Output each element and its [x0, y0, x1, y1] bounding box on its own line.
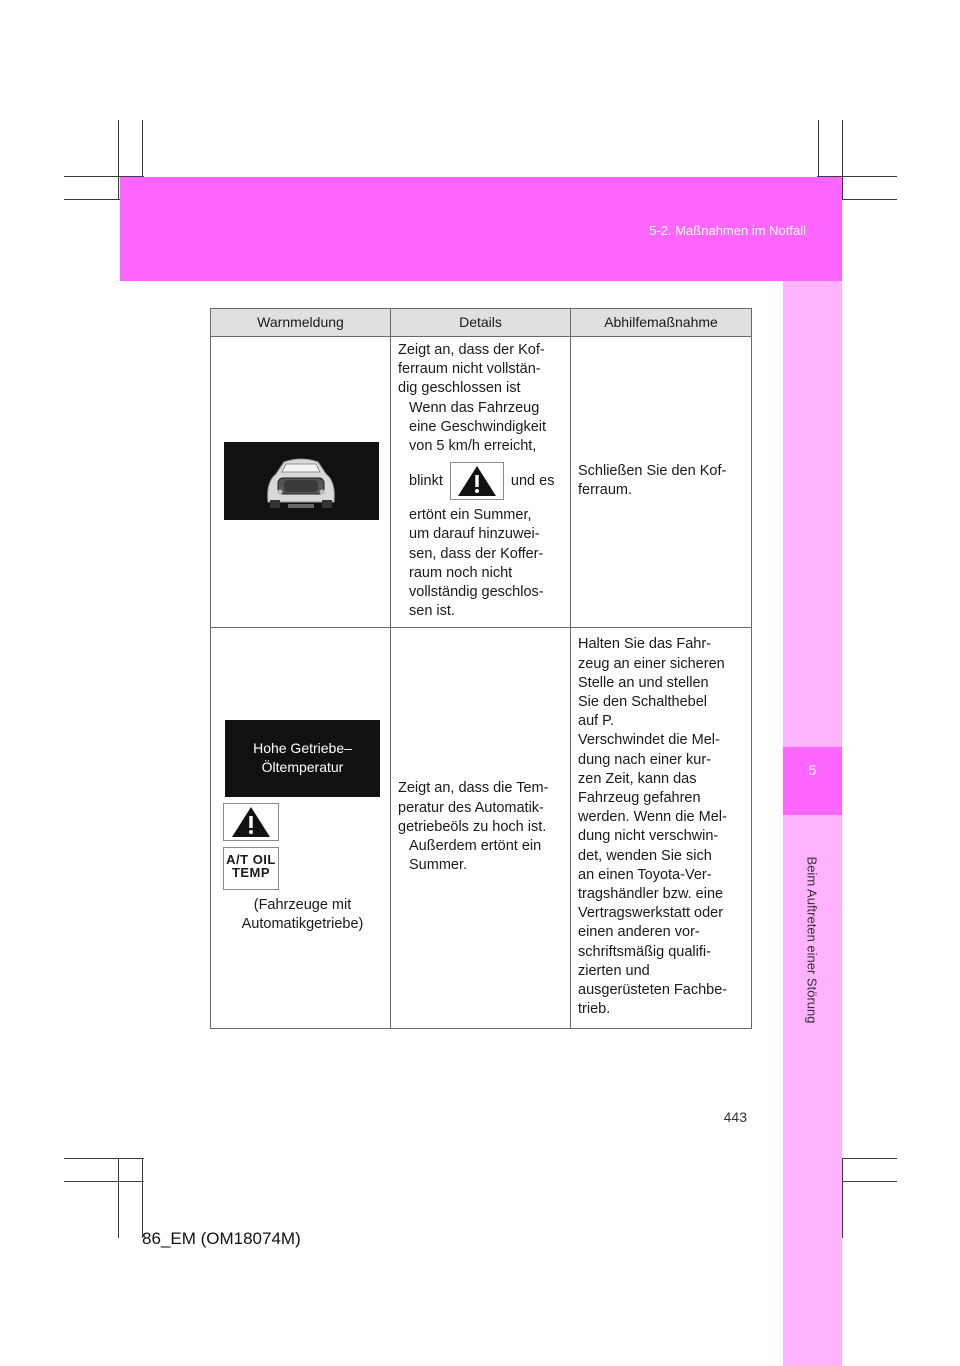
- text-line: von 5 km/h erreicht,: [409, 438, 537, 455]
- warning-table: [210, 308, 752, 1029]
- text-line: Außerdem ertönt ein: [409, 838, 542, 855]
- warning-triangle-icon: [224, 804, 278, 840]
- table-row: [211, 628, 752, 1029]
- text-line: eine Geschwindigkeit: [409, 418, 547, 435]
- text-line: Vertragswerkstatt oder: [578, 905, 724, 922]
- text-line: schriftsmäßig qualifi-: [578, 943, 711, 960]
- text-line: Wenn das Fahrzeug: [409, 399, 540, 416]
- text-und-es: und es: [510, 473, 555, 490]
- chapter-number: 5: [808, 762, 817, 778]
- text-line: ertönt ein Summer,: [409, 507, 532, 524]
- text-line: A/T OIL: [226, 852, 276, 868]
- trunk-open-car-icon: [224, 442, 379, 520]
- text-line: Halten Sie das Fahr-: [578, 636, 711, 653]
- remedy-cell-atoil: [571, 628, 752, 1029]
- details-cell-atoil: [391, 628, 571, 1029]
- details-indented: [398, 837, 564, 875]
- text-line: tragshändler bzw. eine: [578, 886, 724, 903]
- text-line: Hohe Getriebe–: [253, 740, 352, 757]
- warning-triangle-icon: [451, 463, 503, 499]
- crop-mark: [118, 120, 119, 200]
- details-indented-a: [398, 399, 564, 457]
- text-line: det, wenden Sie sich: [578, 847, 712, 864]
- document-code: 86_EM (OM18074M): [142, 1229, 301, 1248]
- blink-line: [398, 462, 564, 500]
- text-line: sen, dass der Koffer-: [409, 545, 544, 562]
- at-oil-temp-indicator: [223, 847, 279, 890]
- text-line: Verschwindet die Mel-: [578, 732, 720, 749]
- text-line: sen ist.: [409, 603, 455, 620]
- crop-mark: [118, 1158, 119, 1238]
- text-line: trieb.: [578, 1001, 611, 1018]
- remedy-lines: [578, 635, 745, 1019]
- warning-cell-atoil: [211, 628, 391, 1029]
- chapter-tab-strip: [783, 281, 842, 1366]
- text-line: vollständig geschlos-: [409, 584, 544, 601]
- text-line: Summer.: [409, 857, 468, 874]
- warning-cell-trunk: [211, 337, 391, 628]
- remedy-cell-trunk: [571, 337, 752, 628]
- text-line: Schließen Sie den Kof-: [578, 463, 727, 480]
- text-line: TEMP: [231, 865, 271, 881]
- chapter-tab-active: [783, 747, 842, 815]
- details-indented-b: [398, 506, 564, 621]
- crop-mark: [142, 1158, 143, 1238]
- chapter-title: Beim Auftreten einer Störung: [804, 856, 820, 1024]
- text-line: raum noch nicht: [409, 564, 513, 581]
- text-line: zeug an einer sicheren: [578, 655, 725, 672]
- text-line: ausgerüsteten Fachbe-: [578, 982, 728, 999]
- crop-mark: [64, 1181, 144, 1182]
- warning-indicator: [223, 803, 279, 841]
- transmission-temp-display: [225, 720, 380, 797]
- text-line: um darauf hinzuwei-: [409, 526, 540, 543]
- text-line: an einen Toyota-Ver-: [578, 866, 712, 883]
- header-abhilfe: Abhilfemaßnahme: [571, 309, 752, 337]
- text-line: ferraum.: [578, 482, 632, 499]
- text-line: Automatikgetriebe): [241, 916, 364, 933]
- crop-mark: [842, 1158, 843, 1238]
- text-line: einen anderen vor-: [578, 924, 700, 941]
- page-number: 443: [723, 1109, 747, 1125]
- trunk-open-display: [224, 442, 379, 520]
- text-line: (Fahrzeuge mit: [253, 897, 352, 914]
- text-line: werden. Wenn die Mel-: [578, 809, 727, 826]
- text-line: Sie den Schalthebel: [578, 694, 707, 711]
- section-label: 5-2. Maßnahmen im Notfall: [649, 223, 806, 238]
- text-line: Stelle an und stellen: [578, 674, 709, 691]
- text-line: Zeigt an, dass die Tem-: [398, 780, 549, 797]
- display-message: [225, 739, 380, 777]
- crop-mark: [64, 1158, 144, 1159]
- table-header-row: [211, 309, 752, 337]
- text-line: getriebeöls zu hoch ist.: [398, 818, 547, 835]
- text-line: Fahrzeug gefahren: [578, 790, 701, 807]
- text-line: dung nach einer kur-: [578, 751, 711, 768]
- text-line: zen Zeit, kann das: [578, 770, 697, 787]
- text-line: zierten und: [578, 962, 650, 979]
- crop-mark: [842, 120, 843, 200]
- details-cell-trunk: [391, 337, 571, 628]
- table-row: [211, 337, 752, 628]
- warning-indicator: [450, 462, 504, 500]
- header-details: Details: [391, 309, 571, 337]
- text-line: peratur des Automatik-: [398, 799, 544, 816]
- text-line: auf P.: [578, 713, 615, 730]
- details-intro: Zeigt an, dass der Kof-ferraum nicht vollstän-dig geschlossen ist: [398, 342, 545, 397]
- header-band: [120, 177, 842, 281]
- text-line: Öltemperatur: [261, 759, 344, 776]
- text-line: dung nicht verschwin-: [578, 828, 719, 845]
- text-blinkt: blinkt: [409, 473, 443, 490]
- header-warnmeldung: Warnmeldung: [211, 309, 391, 337]
